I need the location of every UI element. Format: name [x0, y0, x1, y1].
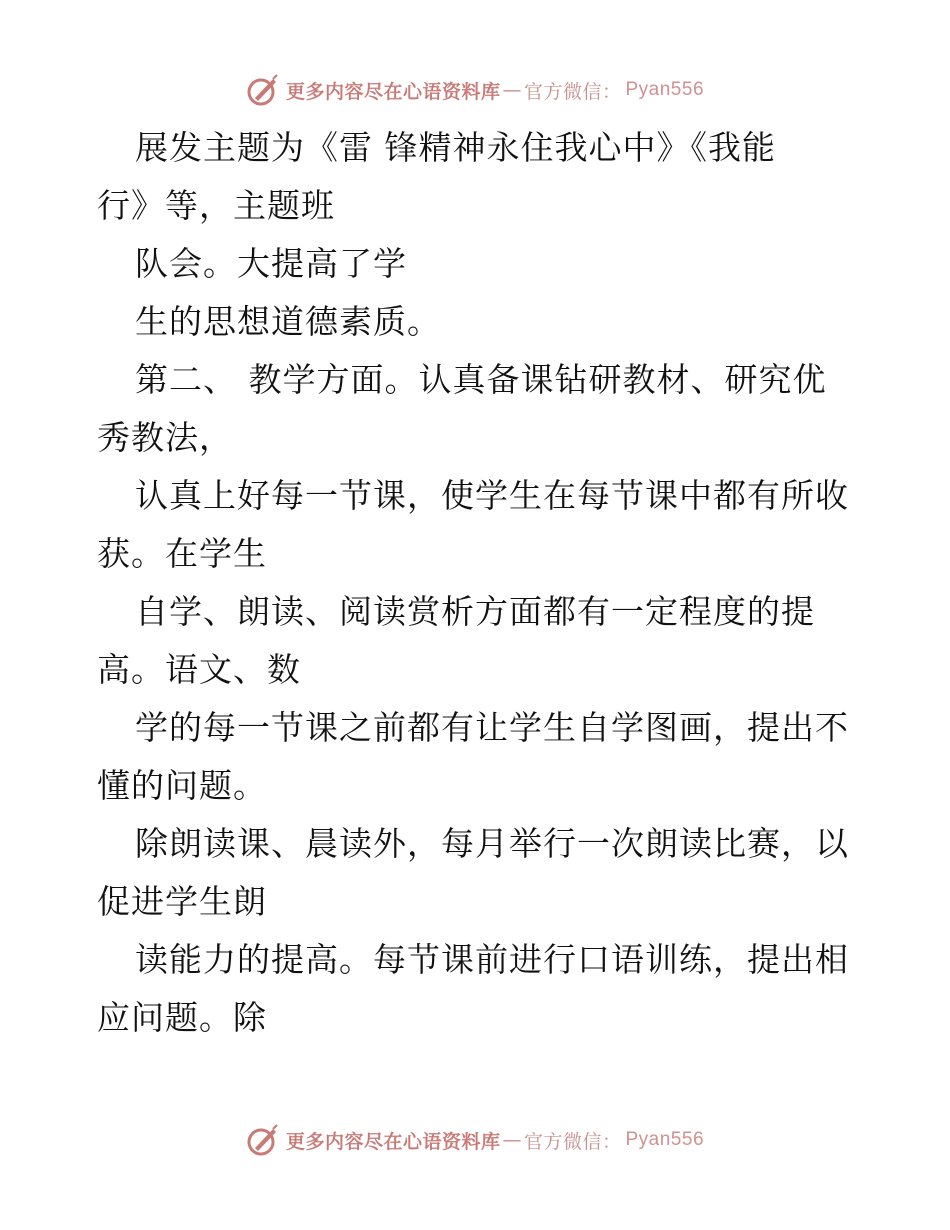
- footer-wechat-label: 官方微信：: [523, 1130, 622, 1153]
- body-line: 生的思想道德素质。: [135, 302, 441, 341]
- footer-wechat-id: Pyan556: [625, 1129, 705, 1150]
- header-dash: —: [502, 79, 522, 101]
- quill-pen-logo-icon: [246, 1123, 280, 1157]
- body-line: 秀教法，: [97, 418, 233, 457]
- body-line: 自学、朗读、阅读赏析方面都有一定程度的提: [135, 592, 815, 631]
- body-line: 读能力的提高。每节课前进行口语训练，提出相: [135, 940, 849, 979]
- footer-brand-text: 更多内容尽在心语资料库: [285, 1130, 501, 1153]
- header-wechat-label: 官方微信：: [523, 80, 622, 103]
- header-brand-text: 更多内容尽在心语资料库: [285, 80, 501, 103]
- quill-pen-logo-icon: [246, 73, 280, 107]
- body-line: 促进学生朗: [97, 882, 267, 921]
- body-line: 队会。大提高了学: [135, 244, 407, 283]
- body-line: 第二、 教学方面。认真备课钻研教材、研究优: [135, 360, 827, 399]
- body-line: 高。语文、数: [97, 650, 301, 689]
- body-line: 行》等，主题班: [97, 186, 335, 225]
- document-body: [97, 119, 877, 1047]
- body-line: 学的每一节课之前都有让学生自学图画，提出不: [135, 708, 849, 747]
- footer-watermark-banner: [0, 1120, 950, 1160]
- footer-dash: —: [502, 1129, 522, 1151]
- header-wechat-id: Pyan556: [625, 79, 705, 100]
- body-line: 展发主题为《雷 锋精神永住我心中》《我能: [135, 128, 776, 167]
- body-line: 应问题。除: [97, 998, 267, 1037]
- body-line: 除朗读课、晨读外，每月举行一次朗读比赛，以: [135, 824, 849, 863]
- header-watermark-banner: [0, 70, 950, 110]
- body-line: 懂的问题。: [97, 766, 267, 805]
- body-line: 获。在学生: [97, 534, 267, 573]
- body-line: 认真上好每一节课，使学生在每节课中都有所收: [135, 476, 849, 515]
